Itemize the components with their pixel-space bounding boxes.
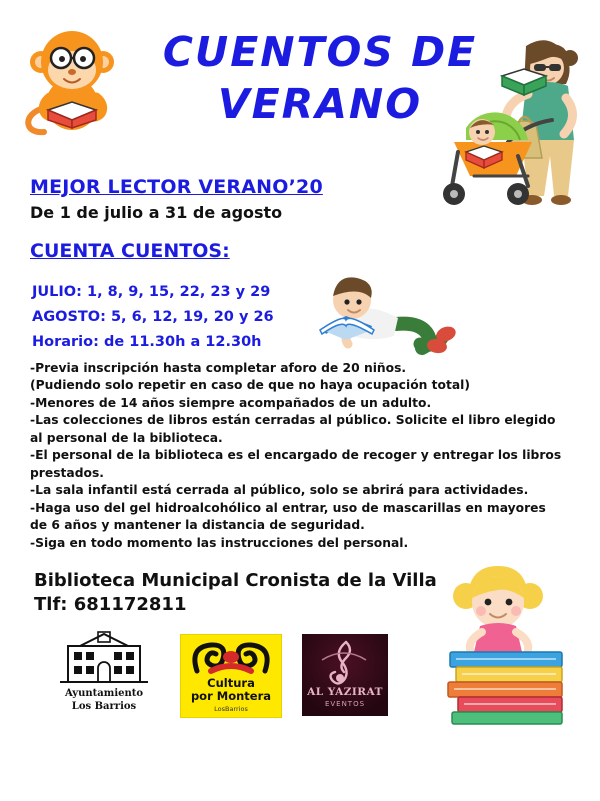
- cultura-line1: Cultura: [207, 676, 255, 690]
- schedule-list: [32, 280, 274, 355]
- title-line-2: VERANO: [217, 80, 423, 129]
- logo-cultura-por-montera: [180, 634, 282, 718]
- rule-line: -Previa inscripción hasta completar aforo de 20 niños.: [30, 361, 407, 375]
- rule-line: -Menores de 14 años siempre acompañados de un adulto.: [30, 395, 432, 410]
- monkey-reading-icon: [14, 22, 134, 142]
- boy-reading-icon: [300, 268, 490, 358]
- girl-on-books-icon: [426, 556, 586, 726]
- ayuntamiento-label: [50, 688, 158, 713]
- cultura-sublabel: LosBarrios: [214, 705, 248, 713]
- yazirat-sub: EVENTOS: [324, 700, 366, 708]
- rule-line: prestados.: [30, 465, 104, 480]
- title-line-1: CUENTOS DE: [162, 28, 478, 76]
- logo-row: [40, 630, 400, 722]
- section-title: CUENTA CUENTOS:: [30, 240, 230, 262]
- library-name: Biblioteca Municipal Cronista de la Villa: [34, 570, 437, 591]
- rule-line: -Las colecciones de libros están cerradas al público. Solicite el libro elegido: [30, 413, 556, 428]
- schedule-item-agosto: AGOSTO: 5, 6, 12, 19, 20 y 26: [32, 308, 274, 325]
- treble-clef-icon: [302, 634, 388, 686]
- schedule-item-horario: Horario: de 11.30h a 12.30h: [32, 333, 262, 350]
- logo-ayuntamiento: [50, 630, 158, 720]
- ayuntamiento-line1: Ayuntamiento: [64, 688, 144, 699]
- rule-line: -Siga en todo momento las instrucciones del personal.: [30, 535, 409, 550]
- title-band: [0, 0, 600, 160]
- rule-line: -Haga uso del gel hidroalcohólico al entrar, uso de mascarillas en mayores: [30, 500, 546, 515]
- rule-line: -El personal de la biblioteca es el encargado de recoger y entregar los libros: [30, 448, 562, 463]
- rules-list: [30, 360, 570, 552]
- ayuntamiento-line2: Los Barrios: [71, 700, 137, 712]
- rule-line: -La sala infantil está cerrada al público, solo se abrirá para actividades.: [30, 483, 529, 498]
- cultura-label: [181, 677, 281, 703]
- montera-swirl-icon: [181, 635, 281, 677]
- logo-al-yazirat: [302, 634, 388, 716]
- schedule-item-julio: JULIO: 1, 8, 9, 15, 22, 23 y 29: [32, 284, 271, 300]
- rule-line: de 6 años y mantener la distancia de seguridad.: [30, 518, 365, 533]
- rule-line: (Pudiendo solo repetir en caso de que no haya ocupación total): [30, 378, 471, 393]
- yazirat-name: AL YAZIRAT: [307, 686, 383, 698]
- date-range: De 1 de julio a 31 de agosto: [30, 203, 283, 222]
- rule-line: al personal de la biblioteca.: [30, 430, 223, 445]
- headline: MEJOR LECTOR VERANO’20: [30, 176, 323, 198]
- phone-number: Tlf: 681172811: [34, 594, 187, 615]
- town-hall-icon: [50, 630, 158, 688]
- mother-with-stroller-icon: [414, 28, 594, 218]
- cultura-line2: por Montera: [190, 689, 272, 704]
